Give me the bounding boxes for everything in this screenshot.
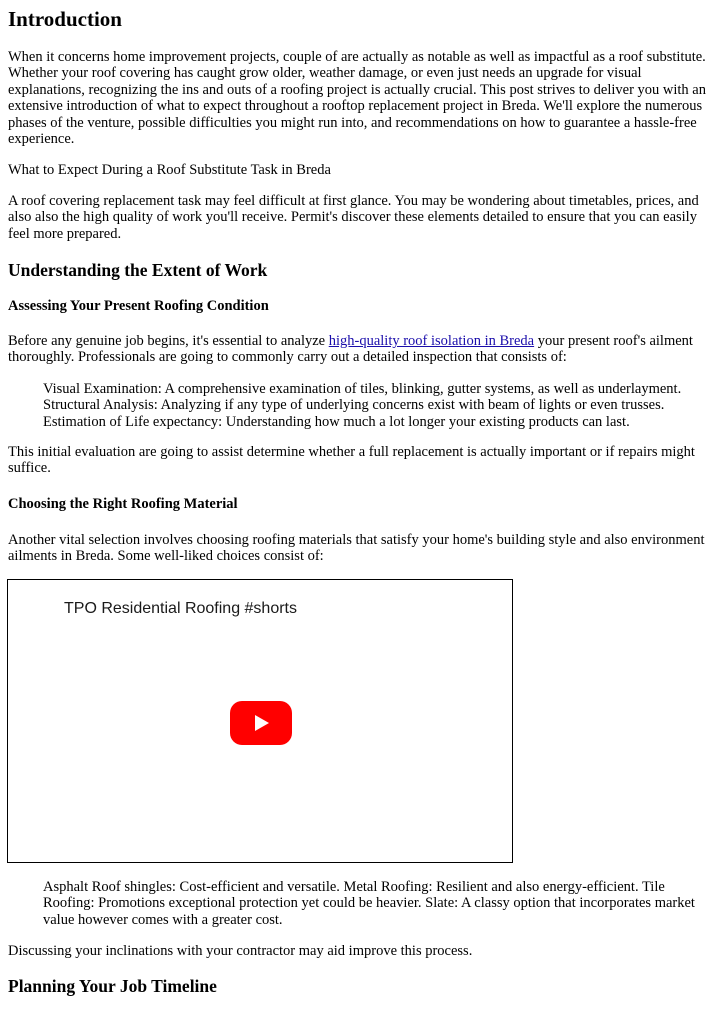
list-item: Asphalt Roof shingles: Cost-efficient and versatile. Metal Roofing: Resilient and also energy-efficient. Tile Roofing: Promotions exceptional protection yet could be heavier. Slate: A classy option that incorporates market value however comes with a greater cost. (43, 879, 695, 928)
heading-job-timeline: Planning Your Job Timeline (8, 976, 217, 996)
video-embed[interactable] (7, 579, 513, 863)
video-title[interactable]: TPO Residential Roofing #shorts (64, 600, 297, 617)
evaluation-paragraph: This initial evaluation are going to assist determine whether a full replacement is actually important or if repairs might suffice. (8, 444, 695, 477)
discuss-paragraph: Discussing your inclinations with your contractor may aid improve this process. (8, 943, 473, 959)
materials-list (43, 879, 707, 928)
play-icon[interactable] (230, 701, 292, 745)
material-paragraph: Another vital selection involves choosing roofing materials that satisfy your home's building style and also environment ailments in Breda. Some well-liked choices consist of: (8, 532, 705, 565)
heading-roofing-material: Choosing the Right Roofing Material (8, 496, 238, 512)
assess-text-after: your present roof's ailment thoroughly. Professionals are going to commonly carry out a detailed inspection that consists of: (8, 333, 693, 366)
list-item: Estimation of Life expectancy: Understanding how much a lot longer your existing products can last. (43, 413, 630, 430)
list-item: Visual Examination: A comprehensive examination of tiles, blinking, gutter systems, as well as underlayment. (43, 381, 682, 397)
list-item: Structural Analysis: Analyzing if any type of underlying concerns exist with beam of lights or even trusses. (43, 397, 665, 414)
page-title: Introduction (8, 7, 122, 31)
expect-line: What to Expect During a Roof Substitute Task in Breda (8, 162, 331, 178)
assess-text-before: Before any genuine job begins, it's essential to analyze (8, 333, 329, 349)
roof-isolation-link[interactable]: high-quality roof isolation in Breda (328, 333, 535, 349)
heading-scope-of-work: Understanding the Extent of Work (8, 260, 268, 280)
assess-paragraph (8, 333, 714, 366)
inspection-list (43, 381, 707, 430)
heading-assess-condition: Assessing Your Present Roofing Condition (8, 298, 269, 314)
intro-paragraph: When it concerns home improvement projects, couple of are actually as notable as well as impactful as a roof substitute. Whether your roof covering has caught grow older, weather damage, or even just needs an upgrade for visual explanations, recognizing the ins and outs of a roofing project is actually crucial. This post strives to deliver you with an extensive introduction of what to expect throughout a rooftop replacement project in Breda. We'll explore the numerous phases of the venture, possible difficulties you might run into, and recommendations on how to guarantee a hassle-free experience. (8, 49, 706, 148)
expect-paragraph: A roof covering replacement task may feel difficult at first glance. You may be wondering about timetables, prices, and also also the high quality of work you'll receive. Permit's discover these elements detailed to ensure that you can easily feel more prepared. (8, 193, 699, 242)
